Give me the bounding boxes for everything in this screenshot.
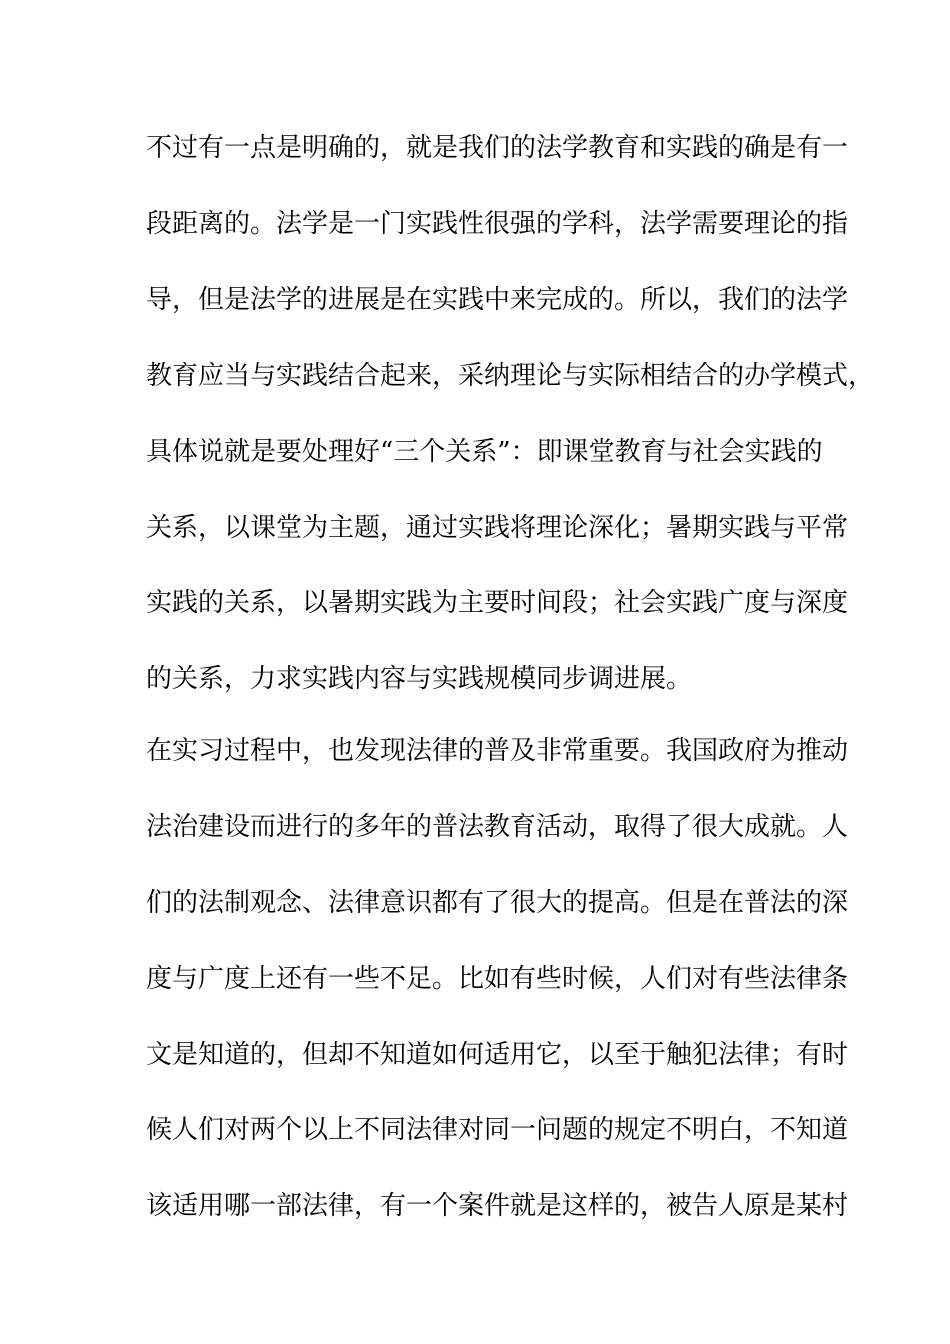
text-line: 实践的关系，以暑期实践为主要时间段；社会实践广度与深度 bbox=[146, 588, 849, 618]
text-line: 具体说就是要处理好“三个关系”：即课堂教育与社会实践的 bbox=[146, 437, 823, 467]
text-line: 法治建设而进行的多年的普法教育活动，取得了很大成就。人 bbox=[146, 812, 849, 842]
text-line: 们的法制观念、法律意识都有了很大的提高。但是在普法的深 bbox=[146, 888, 849, 918]
text-line: 教育应当与实践结合起来，采纳理论与实际相结合的办学模式， bbox=[146, 361, 875, 391]
text-line: 度与广度上还有一些不足。比如有些时候，人们对有些法律条 bbox=[146, 964, 849, 994]
text-line: 该适用哪一部法律，有一个案件就是这样的，被告人原是某村 bbox=[146, 1191, 849, 1221]
text-line: 不过有一点是明确的，就是我们的法学教育和实践的确是有一 bbox=[146, 133, 849, 163]
text-line: 在实习过程中，也发现法律的普及非常重要。我国政府为推动 bbox=[146, 736, 849, 766]
text-line: 关系，以课堂为主题，通过实践将理论深化；暑期实践与平常 bbox=[146, 513, 849, 543]
text-line: 导，但是法学的进展是在实践中来完成的。所以，我们的法学 bbox=[146, 285, 849, 315]
text-line: 候人们对两个以上不同法律对同一问题的规定不明白，不知道 bbox=[146, 1115, 849, 1145]
text-line: 段距离的。法学是一门实践性很强的学科，法学需要理论的指 bbox=[146, 209, 849, 239]
text-line: 的关系，力求实践内容与实践规模同步调进展。 bbox=[146, 664, 693, 694]
text-line: 文是知道的，但却不知道如何适用它，以至于触犯法律；有时 bbox=[146, 1040, 849, 1070]
